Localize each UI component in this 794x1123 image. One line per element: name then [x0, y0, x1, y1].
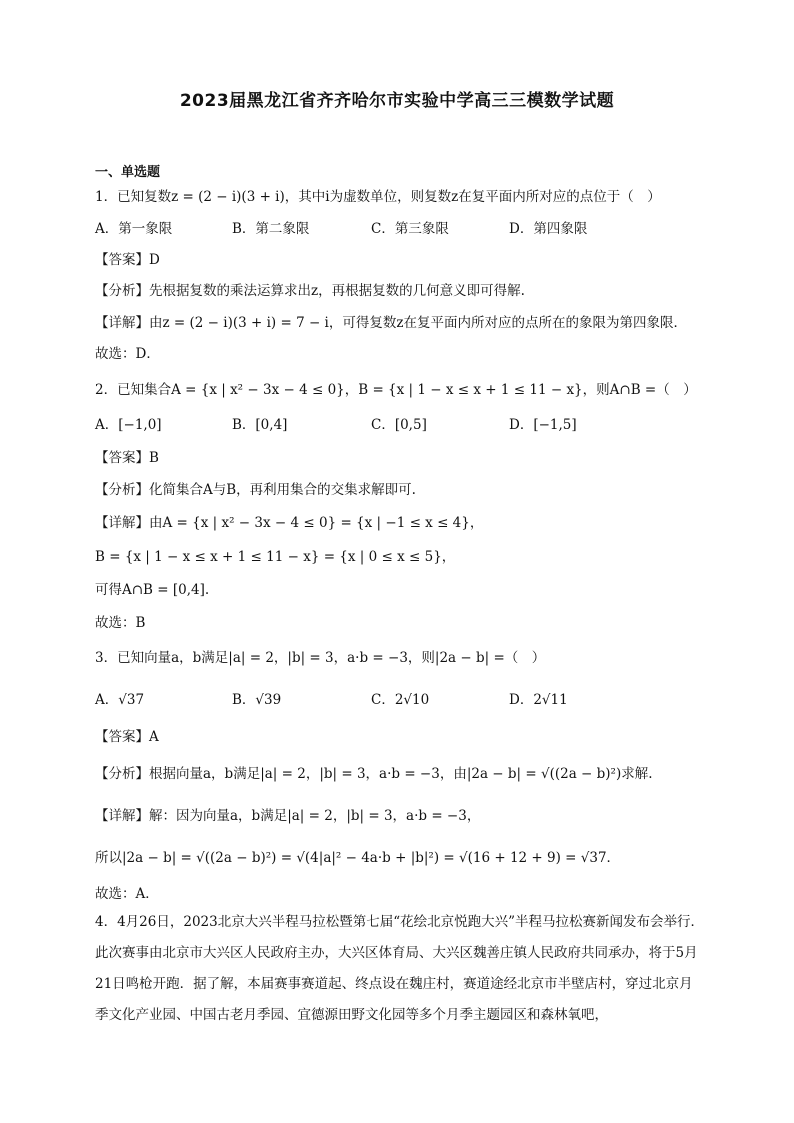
analysis-tag: 【分析】 — [95, 283, 149, 299]
q1-analysis-text: 先根据复数的乘法运算求出z，再根据复数的几何意义即可得解. — [149, 283, 525, 299]
q1-detail-text: 由z = (2 − i)(3 + i) = 7 − i，可得复数z在复平面内所对应的点所在的象限为第四象限． — [149, 315, 687, 331]
q3-stem: 3．已知向量a，b满足|a| = 2，|b| = 3，a·b = −3，则|2a − b| =（ ） — [95, 650, 546, 666]
q3-answer — [95, 727, 159, 747]
section-heading: 一、单选题 — [95, 165, 161, 180]
q1-stem: 1．已知复数z = (2 − i)(3 + i)，其中i为虚数单位，则复数z在复平面内所对应的点位于（ ） — [95, 189, 661, 205]
q3-analysis-text: 根据向量a，b满足|a| = 2，|b| = 3，a·b = −3，由|2a − b| = √((2a − b)²)求解. — [149, 766, 653, 782]
q1-option-b: B．第二象限 — [232, 221, 310, 237]
analysis-tag: 【分析】 — [95, 766, 149, 782]
page-title: 2023届黑龙江省齐齐哈尔市实验中学高三三模数学试题 — [179, 91, 615, 111]
q4-stem: 4．4月26日，2023北京大兴半程马拉松暨第七届“花绘北京悦跑大兴”半程马拉松赛新闻发布会举行．此次赛事由北京市大兴区人民政府主办，大兴区体育局、大兴区魏善庄镇人民政府共同承办，将于5月21日鸣枪开跑．据了解，本届赛事赛道起、终点设在魏庄村，赛道途经北京市半壁店村，穿过北京月季文化产业园、中国古老月季园、宜德源田野文化园等多个月季主题园区和森林氧吧， — [95, 914, 705, 1023]
q3-analysis — [95, 764, 653, 784]
q3-detail-text: 解：因为向量a，b满足|a| = 2，|b| = 3，a·b = −3， — [149, 808, 481, 824]
q1-detail — [95, 313, 687, 333]
q2-detail-text: 由A = {x | x² − 3x − 4 ≤ 0} = {x | −1 ≤ x ≤ 4}， — [149, 515, 484, 531]
q3-option-c: C．2√10 — [371, 692, 430, 708]
q1-analysis — [95, 281, 525, 301]
q3-conclusion: 故选：A． — [95, 886, 159, 902]
q3-option-d: D．2√11 — [509, 692, 568, 708]
q1-answer-value: D — [149, 252, 160, 268]
q1-option-c: C．第三象限 — [371, 221, 449, 237]
q3-answer-value: A — [149, 729, 159, 745]
q2-detail-line3: 可得A∩B = [0,4]. — [95, 582, 210, 598]
q3-option-a: A．√37 — [95, 692, 145, 708]
q3-detail — [95, 806, 480, 826]
q1-answer — [95, 250, 160, 270]
detail-tag: 【详解】 — [95, 808, 149, 824]
q1-conclusion: 故选：D． — [95, 346, 160, 362]
detail-tag: 【详解】 — [95, 515, 149, 531]
answer-tag: 【答案】 — [95, 729, 149, 745]
q2-analysis-text: 化简集合A与B，再利用集合的交集求解即可. — [149, 482, 416, 498]
q3-detail-line2: 所以|2a − b| = √((2a − b)²) = √(4|a|² − 4a·b + |b|²) = √(16 + 12 + 9) = √37． — [95, 850, 621, 866]
q2-answer — [95, 448, 159, 468]
analysis-tag: 【分析】 — [95, 482, 149, 498]
q2-answer-value: B — [149, 450, 159, 466]
q2-analysis — [95, 480, 416, 500]
q2-option-a: A．[−1,0] — [95, 417, 162, 433]
q1-option-a: A．第一象限 — [95, 221, 173, 237]
q2-detail — [95, 513, 483, 533]
answer-tag: 【答案】 — [95, 252, 149, 268]
detail-tag: 【详解】 — [95, 315, 149, 331]
q2-option-c: C．[0,5] — [371, 417, 427, 433]
q2-conclusion: 故选：B — [95, 615, 146, 631]
q2-option-b: B．[0,4] — [232, 417, 288, 433]
q1-option-d: D．第四象限 — [509, 221, 588, 237]
q2-option-d: D．[−1,5] — [509, 417, 577, 433]
q3-option-b: B．√39 — [232, 692, 282, 708]
q2-stem: 2．已知集合A = {x | x² − 3x − 4 ≤ 0}，B = {x | 1 − x ≤ x + 1 ≤ 11 − x}，则A∩B =（ ） — [95, 382, 697, 398]
q2-detail-line2: B = {x | 1 − x ≤ x + 1 ≤ 11 − x} = {x | 0 ≤ x ≤ 5}， — [95, 549, 456, 565]
answer-tag: 【答案】 — [95, 450, 149, 466]
